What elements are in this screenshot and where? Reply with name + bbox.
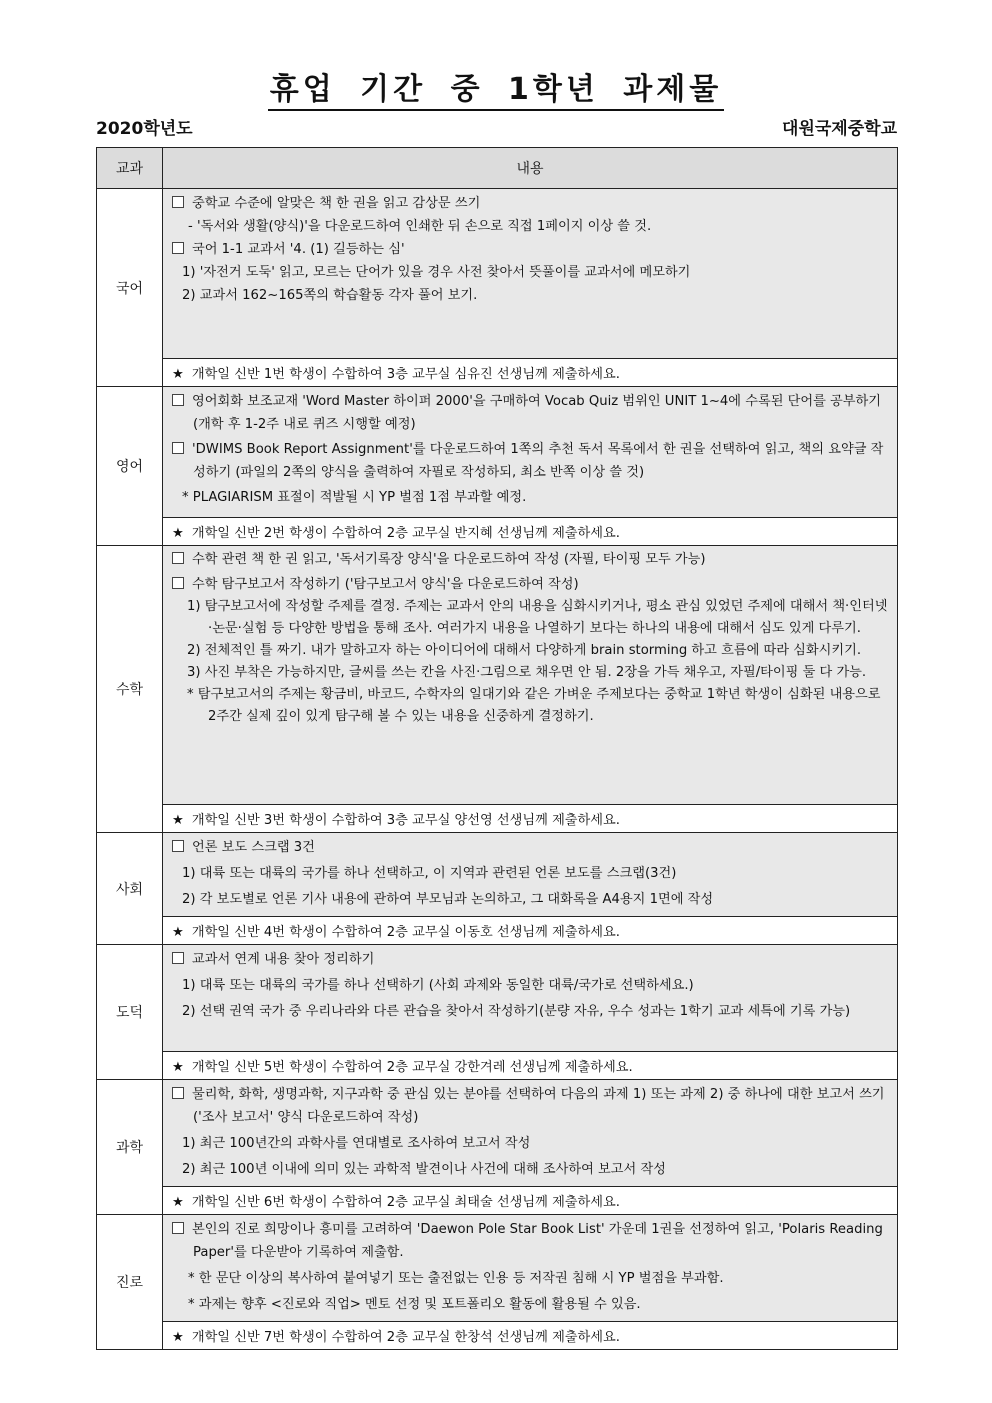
submit-instruction: ★ 개학일 신반 3번 학생이 수합하여 3층 교무실 양선영 선생님께 제출하세요.: [163, 805, 898, 833]
list-item: - '독서와 생활(양식)'을 다운로드하여 인쇄한 뒤 손으로 직접 1페이지 이상 쓸 것.: [188, 219, 652, 234]
list-item: * 탐구보고서의 주제는 황금비, 바코드, 수학자의 일대기와 같은 가벼운 주제보다는 중학교 1학년 학생이 심화된 내용으로 2주간 실제 깊이 있게 탐구해 볼 수 있는 내용을 신중하게 결정하기.: [187, 687, 881, 724]
checkbox-icon: [172, 952, 184, 964]
subject-name: 수학: [97, 546, 163, 833]
school-name: 대원국제중학교: [782, 119, 897, 139]
subject-content: [163, 387, 898, 518]
list-item: 'DWIMS Book Report Assignment'를 다운로드하여 1쪽의 추천 독서 목록에서 한 권을 선택하여 읽고, 책의 요약글 작성하기 (파일의 2쪽의 양식을 출력하여 자필로 작성하되, 최소 반쪽 이상 쓸 것): [172, 438, 888, 484]
header-subject: 교과: [97, 148, 163, 189]
list-item: 교과서 연계 내용 찾아 정리하기: [172, 948, 888, 971]
star-icon: ★: [172, 1060, 184, 1075]
list-item: 수학 탐구보고서 작성하기 ('탐구보고서 양식'을 다운로드하여 작성): [172, 574, 888, 596]
list-item: 중학교 수준에 알맞은 책 한 권을 읽고 감상문 쓰기: [172, 192, 888, 215]
list-item: 2) 최근 100년 이내에 의미 있는 과학적 발견이나 사건에 대해 조사하여 보고서 작성: [182, 1162, 666, 1177]
subject-row-ethics: [97, 945, 898, 1052]
subject-name: 과학: [97, 1080, 163, 1215]
subject-row-career: [97, 1215, 898, 1322]
list-item: 2) 교과서 162~165쪽의 학습활동 각자 풀어 보기.: [182, 288, 478, 303]
submit-instruction: ★ 개학일 신반 7번 학생이 수합하여 2층 교무실 한창석 선생님께 제출하세요.: [163, 1322, 898, 1350]
submit-row: [97, 805, 898, 833]
table-header-row: [97, 148, 898, 189]
list-item: 수학 관련 책 한 권 읽고, '독서기록장 양식'을 다운로드하여 작성 (자필, 타이핑 모두 가능): [172, 549, 888, 571]
subject-content: [163, 945, 898, 1052]
subject-row-korean: [97, 189, 898, 359]
list-item: 2) 전체적인 틀 짜기. 내가 말하고자 하는 아이디어에 대해서 다양하게 brain storming 하고 흐름에 따라 심화시키기.: [187, 643, 862, 658]
checkbox-icon: [172, 442, 184, 454]
submit-instruction: ★ 개학일 신반 2번 학생이 수합하여 2층 교무실 반지혜 선생님께 제출하세요.: [163, 518, 898, 546]
list-item: 언론 보도 스크랩 3건: [172, 836, 888, 859]
subject-content: [163, 1215, 898, 1322]
subject-row-english: [97, 387, 898, 518]
document-title: [0, 64, 992, 108]
submit-row: [97, 359, 898, 387]
star-icon: ★: [172, 367, 184, 382]
star-icon: ★: [172, 526, 184, 541]
submit-instruction: ★ 개학일 신반 6번 학생이 수합하여 2층 교무실 최태술 선생님께 제출하세요.: [163, 1187, 898, 1215]
star-icon: ★: [172, 1195, 184, 1210]
list-item: 국어 1-1 교과서 '4. (1) 길등하는 심': [172, 238, 888, 261]
school-year: 2020학년도: [96, 119, 193, 139]
list-item: 영어회화 보조교재 'Word Master 하이퍼 2000'을 구매하여 Vocab Quiz 범위인 UNIT 1~4에 수록된 단어를 공부하기 (개학 후 1-2주 내로 퀴즈 시행할 예정): [172, 390, 888, 436]
list-item: 1) '자전거 도둑' 읽고, 모르는 단어가 있을 경우 사전 찾아서 뜻풀이를 교과서에 메모하기: [182, 265, 691, 280]
subject-row-social: [97, 833, 898, 917]
checkbox-icon: [172, 552, 184, 564]
subject-row-science: [97, 1080, 898, 1187]
list-item: 본인의 진로 희망이나 흥미를 고려하여 'Daewon Pole Star Book List' 가운데 1권을 선정하여 읽고, 'Polaris Reading Paper'를 다운받아 기록하여 제출함.: [172, 1218, 888, 1264]
header-content: 내용: [163, 148, 898, 189]
subject-name: 영어: [97, 387, 163, 546]
subject-content: [163, 833, 898, 917]
subject-name: 진로: [97, 1215, 163, 1350]
list-item: 1) 대륙 또는 대륙의 국가를 하나 선택하고, 이 지역과 관련된 언론 보도를 스크랩(3건): [182, 866, 677, 881]
submit-row: [97, 917, 898, 945]
assignment-table: [96, 147, 898, 1350]
subject-name: 도덕: [97, 945, 163, 1080]
list-item: 1) 탐구보고서에 작성할 주제를 결정. 주제는 교과서 안의 내용을 심화시키거나, 평소 관심 있었던 주제에 대해서 책·인터넷·논문·실험 등 다양한 방법을 통해 조사. 여러가지 내용을 나열하기 보다는 하나의 내용에 대해서 심도 있게 다루기.: [187, 599, 888, 636]
submit-row: [97, 1322, 898, 1350]
checkbox-icon: [172, 1222, 184, 1234]
checkbox-icon: [172, 394, 184, 406]
list-item: 1) 대륙 또는 대륙의 국가를 하나 선택하기 (사회 과제와 동일한 대륙/국가로 선택하세요.): [182, 978, 694, 993]
subject-content: [163, 189, 898, 359]
submit-row: [97, 518, 898, 546]
submit-row: [97, 1052, 898, 1080]
subject-name: 사회: [97, 833, 163, 945]
checkbox-icon: [172, 1087, 184, 1099]
subject-content: [163, 546, 898, 805]
list-item: * 한 문단 이상의 복사하여 붙여넣기 또는 출전없는 인용 등 저작권 침해 시 YP 벌점을 부과함.: [188, 1271, 724, 1286]
list-item: 물리학, 화학, 생명과학, 지구과학 중 관심 있는 분야를 선택하여 다음의 과제 1) 또는 과제 2) 중 하나에 대한 보고서 쓰기 ('조사 보고서' 양식 다운로드하여 작성): [172, 1083, 888, 1129]
list-item: 1) 최근 100년간의 과학사를 연대별로 조사하여 보고서 작성: [182, 1136, 531, 1151]
submit-instruction: ★ 개학일 신반 4번 학생이 수합하여 2층 교무실 이동호 선생님께 제출하세요.: [163, 917, 898, 945]
list-item: 3) 사진 부착은 가능하지만, 글씨를 쓰는 칸을 사진·그림으로 채우면 안 됨. 2장을 가득 채우고, 자필/타이핑 둘 다 가능.: [187, 665, 867, 680]
subject-content: [163, 1080, 898, 1187]
list-item: * PLAGIARISM 표절이 적발될 시 YP 벌점 1점 부과할 예정.: [182, 490, 527, 505]
checkbox-icon: [172, 196, 184, 208]
submit-instruction: ★ 개학일 신반 5번 학생이 수합하여 2층 교무실 강한겨레 선생님께 제출하세요.: [163, 1052, 898, 1080]
submit-row: [97, 1187, 898, 1215]
checkbox-icon: [172, 242, 184, 254]
checkbox-icon: [172, 577, 184, 589]
subject-row-math: [97, 546, 898, 805]
title-text: 휴업 기간 중 1학년 과제물: [268, 72, 724, 111]
star-icon: ★: [172, 925, 184, 940]
list-item: 2) 각 보도별로 언론 기사 내용에 관하여 부모님과 논의하고, 그 대화록을 A4용지 1면에 작성: [182, 892, 714, 907]
list-item: 2) 선택 권역 국가 중 우리나라와 다른 관습을 찾아서 작성하기(분량 자유, 우수 성과는 1학기 교과 세특에 기록 가능): [182, 1004, 851, 1019]
submit-instruction: ★ 개학일 신반 1번 학생이 수합하여 3층 교무실 심유진 선생님께 제출하세요.: [163, 359, 898, 387]
subject-name: 국어: [97, 189, 163, 387]
checkbox-icon: [172, 840, 184, 852]
star-icon: ★: [172, 1330, 184, 1345]
star-icon: ★: [172, 813, 184, 828]
list-item: * 과제는 향후 <진로와 직업> 멘토 선정 및 포트폴리오 활동에 활용될 수 있음.: [188, 1297, 641, 1312]
